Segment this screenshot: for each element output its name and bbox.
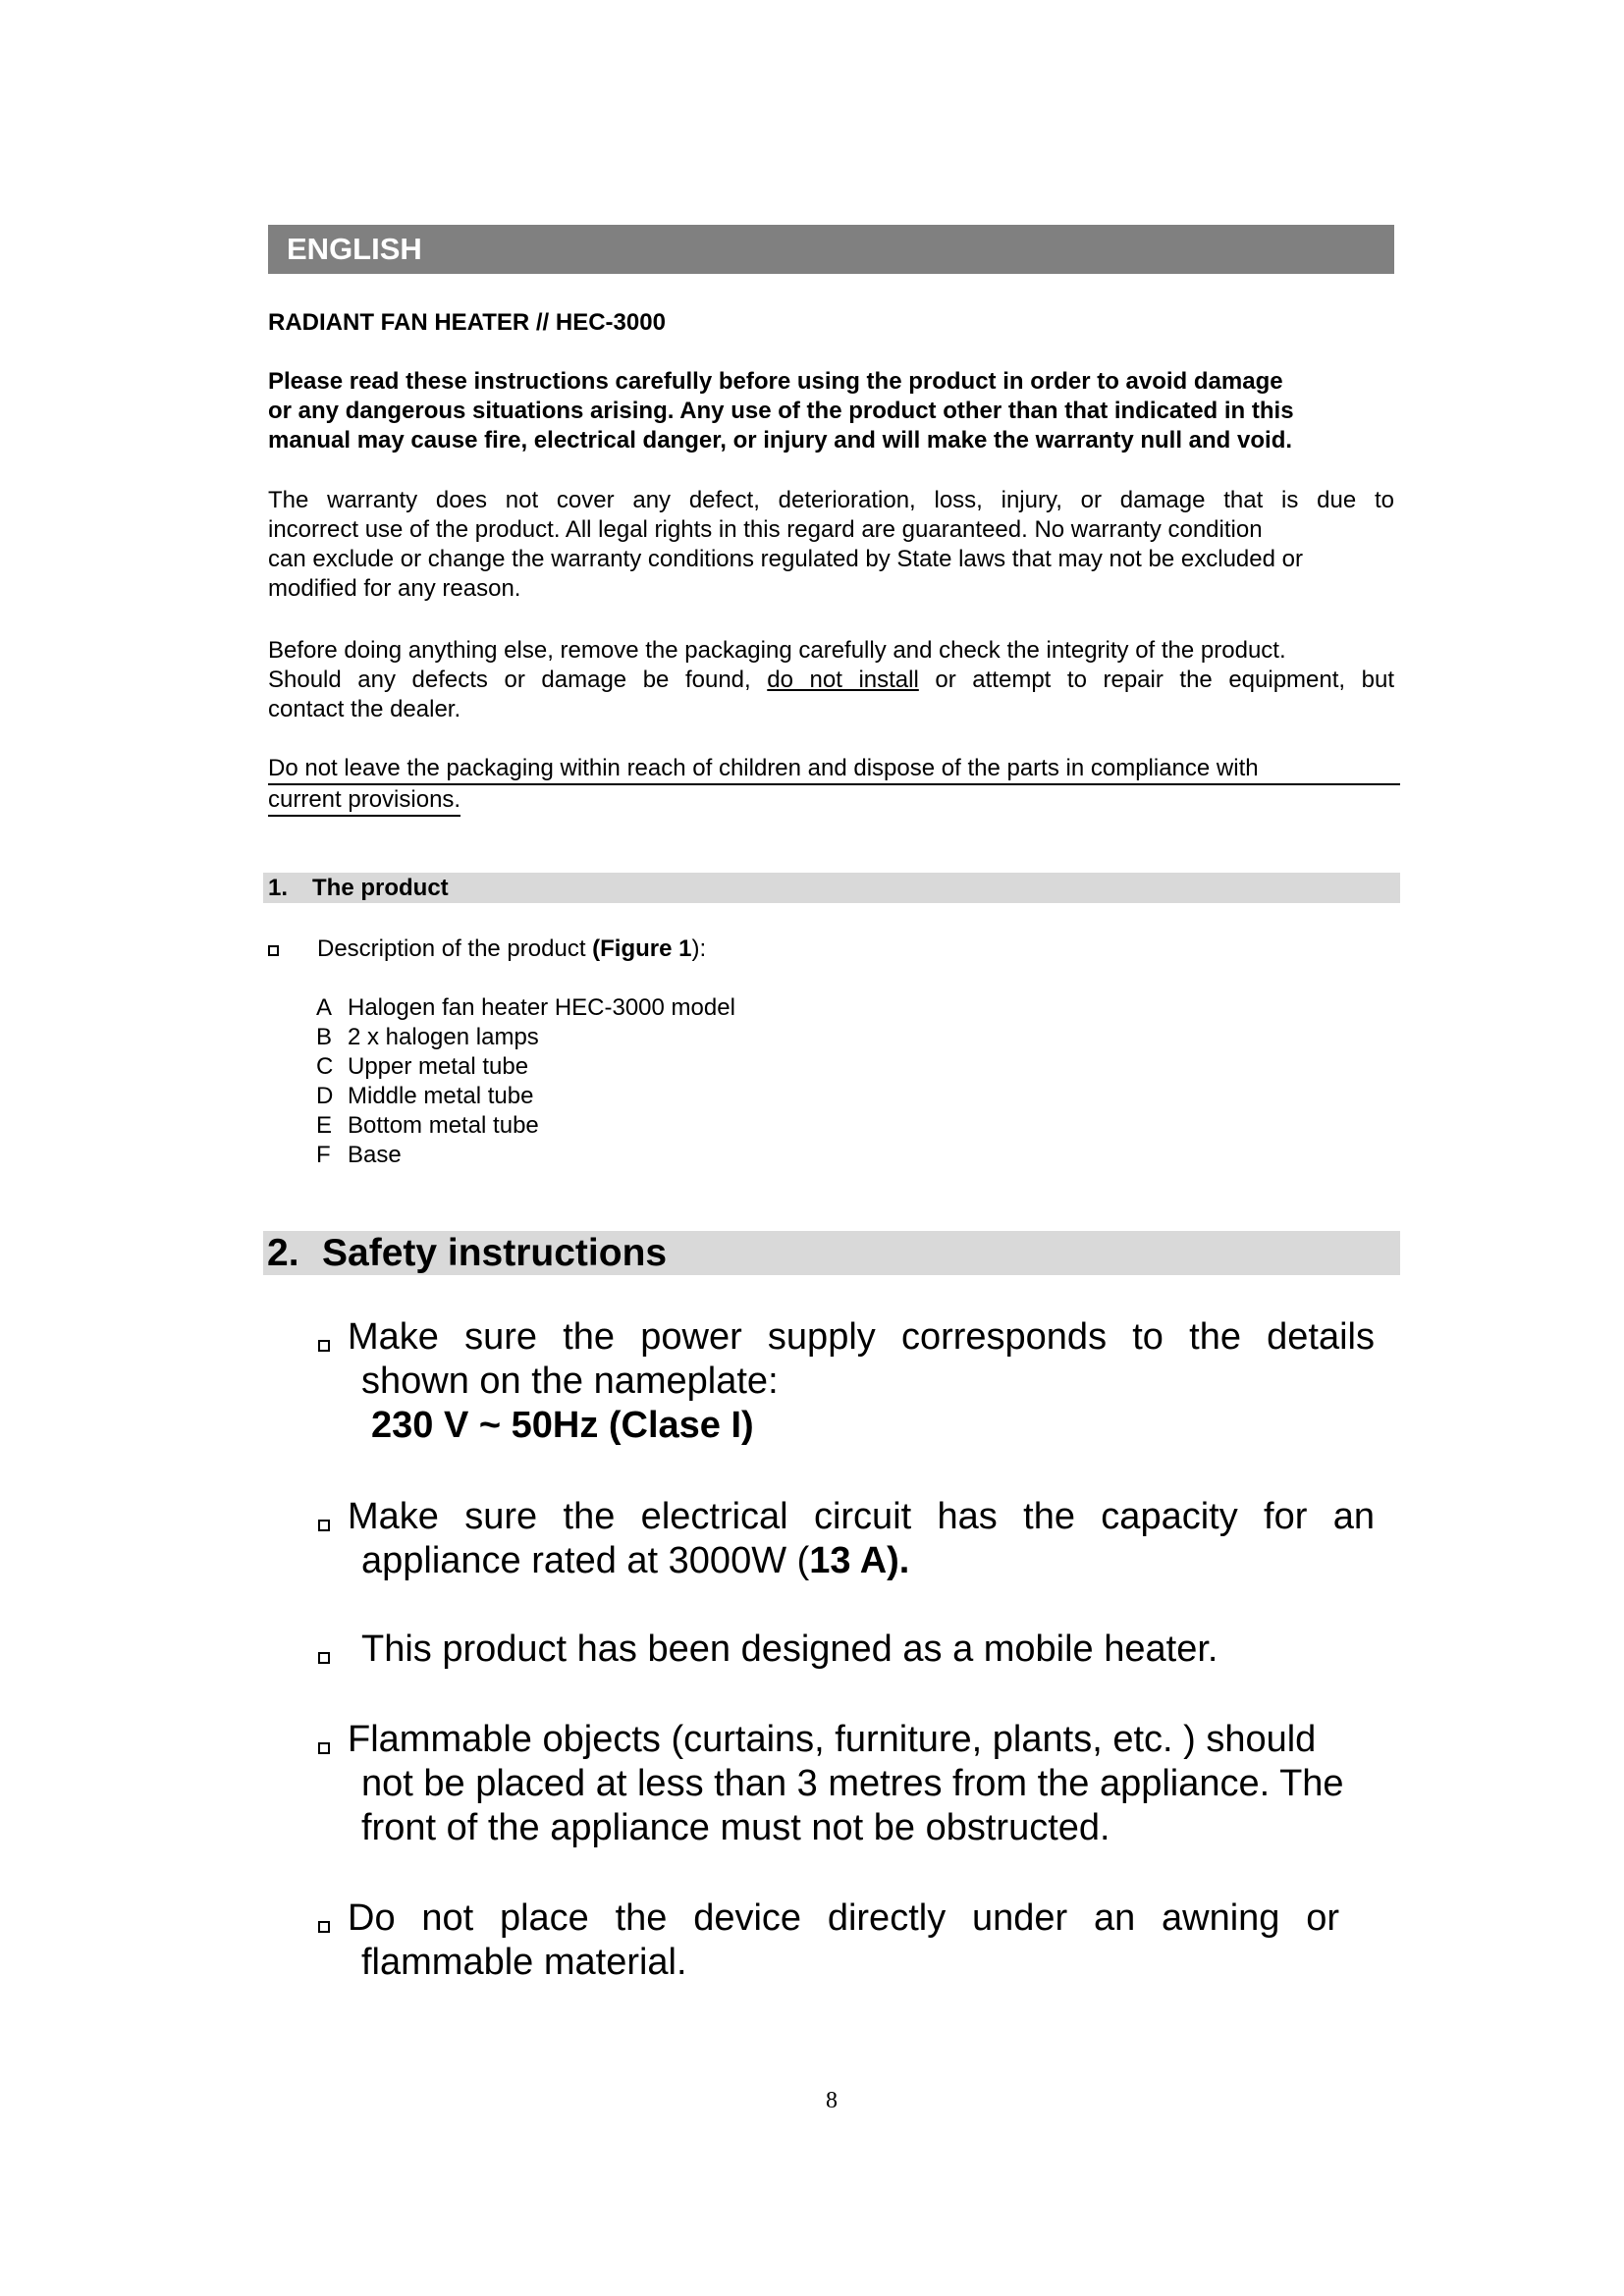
safety-text: front of the appliance must not be obstructed. bbox=[361, 1807, 1110, 1848]
inspection-line: Before doing anything else, remove the packaging carefully and check the integrity of the product. bbox=[268, 637, 1286, 664]
section-number: 2. bbox=[267, 1232, 299, 1274]
safety-text: flammable material. bbox=[361, 1942, 687, 1983]
warning-line: or any dangerous situations arising. Any use of the product other than that indicated in this bbox=[268, 398, 1294, 424]
part-letter: F bbox=[316, 1142, 331, 1168]
safety-item-circuit-capacity bbox=[314, 1495, 1375, 1583]
section-2-heading bbox=[263, 1231, 1400, 1275]
packaging-line: current provisions. bbox=[268, 785, 460, 817]
safety-item-mobile-heater bbox=[314, 1628, 1375, 1672]
parts-list bbox=[316, 993, 735, 1170]
list-item bbox=[316, 1052, 735, 1082]
list-item bbox=[316, 1111, 735, 1141]
inspection-paragraph bbox=[268, 636, 1394, 724]
part-name: Upper metal tube bbox=[348, 1053, 529, 1080]
warranty-paragraph bbox=[268, 486, 1394, 604]
product-title: RADIANT FAN HEATER // HEC-3000 bbox=[268, 309, 666, 336]
safety-text: Do not place the device directly under an awning or bbox=[348, 1897, 1339, 1939]
voltage-spec: 230 V ~ 50Hz (Clase I) bbox=[371, 1405, 754, 1446]
inspection-text: Should any defects or damage be found, bbox=[268, 667, 751, 693]
safety-text: shown on the nameplate: bbox=[361, 1361, 779, 1402]
checkbox-bullet-icon bbox=[268, 945, 279, 956]
part-name: Middle metal tube bbox=[348, 1083, 534, 1109]
warranty-line: modified for any reason. bbox=[268, 575, 521, 602]
safety-text: Make sure the power supply corresponds to the details bbox=[348, 1316, 1375, 1358]
part-name: Base bbox=[348, 1142, 402, 1168]
checkbox-bullet-icon bbox=[318, 1520, 330, 1531]
part-name: 2 x halogen lamps bbox=[348, 1024, 539, 1050]
part-letter: D bbox=[316, 1083, 334, 1109]
packaging-line: Do not leave the packaging within reach of children and dispose of the parts in compliance with bbox=[268, 754, 1400, 785]
safety-text: Flammable objects (curtains, furniture, plants, etc. ) should bbox=[348, 1719, 1317, 1760]
part-letter: E bbox=[316, 1112, 333, 1139]
safety-text: not be placed at less than 3 metres from the appliance. The bbox=[361, 1763, 1344, 1804]
part-letter: A bbox=[316, 994, 333, 1021]
warning-line: manual may cause fire, electrical danger, or injury and will make the warranty null and void. bbox=[268, 427, 1293, 454]
page-number: 8 bbox=[826, 2088, 838, 2113]
section-title: Safety instructions bbox=[322, 1232, 668, 1274]
section-title: The product bbox=[312, 875, 449, 901]
warranty-line: incorrect use of the product. All legal rights in this regard are guaranteed. No warranty condition bbox=[268, 516, 1263, 543]
section-number: 1. bbox=[268, 875, 289, 901]
safety-item-flammable-objects bbox=[314, 1718, 1375, 1850]
part-letter: B bbox=[316, 1024, 333, 1050]
checkbox-bullet-icon bbox=[318, 1340, 330, 1352]
warning-line: Please read these instructions carefully before using the product in order to avoid damage bbox=[268, 368, 1283, 395]
checkbox-bullet-icon bbox=[318, 1652, 330, 1664]
part-name: Halogen fan heater HEC-3000 model bbox=[348, 994, 735, 1021]
section-1-heading bbox=[263, 873, 1400, 903]
checkbox-bullet-icon bbox=[318, 1921, 330, 1933]
checkbox-bullet-icon bbox=[318, 1742, 330, 1754]
description-text: Description of the product (Figure 1): bbox=[317, 935, 707, 962]
warranty-line: can exclude or change the warranty conditions regulated by State laws that may not be excluded or bbox=[268, 546, 1303, 572]
warranty-line: The warranty does not cover any defect, deterioration, loss, injury, or damage that is due to bbox=[268, 487, 1394, 513]
safety-item-power-supply bbox=[314, 1315, 1375, 1448]
list-item bbox=[316, 993, 735, 1023]
list-item bbox=[316, 1023, 735, 1052]
safety-item-awning bbox=[314, 1896, 1375, 1985]
safety-text: This product has been designed as a mobile heater. bbox=[361, 1629, 1218, 1670]
warning-paragraph bbox=[268, 367, 1397, 455]
language-header-bar bbox=[268, 225, 1394, 274]
safety-text: appliance rated at 3000W (13 A). bbox=[361, 1540, 910, 1581]
do-not-install-emphasis: do not install bbox=[767, 667, 919, 693]
inspection-text: or attempt to repair the equipment, but bbox=[935, 667, 1395, 693]
part-name: Bottom metal tube bbox=[348, 1112, 539, 1139]
list-item bbox=[316, 1082, 735, 1111]
packaging-warning bbox=[268, 754, 1394, 817]
part-letter: C bbox=[316, 1053, 334, 1080]
inspection-line bbox=[268, 666, 1394, 695]
list-item bbox=[316, 1141, 735, 1170]
language-label: ENGLISH bbox=[287, 232, 422, 266]
safety-text: Make sure the electrical circuit has the capacity for an bbox=[348, 1496, 1375, 1537]
amperage-value: 13 A). bbox=[809, 1540, 910, 1581]
figure-reference: (Figure 1 bbox=[592, 935, 692, 962]
inspection-line: contact the dealer. bbox=[268, 696, 461, 722]
